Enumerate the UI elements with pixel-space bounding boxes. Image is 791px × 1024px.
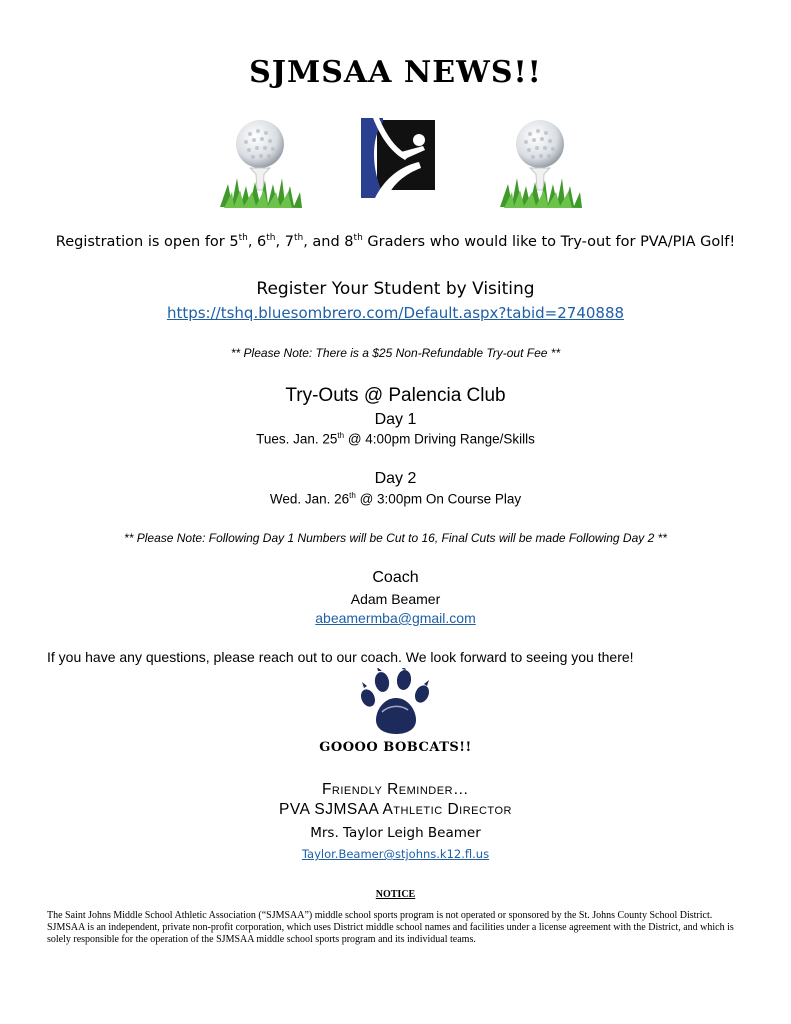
notice-body: The Saint Johns Middle School Athletic Association (“SJMSAA”) middle school sports program is not operated or sponsored by the St. Johns County School District. SJMSAA is an independent, private non-profit corporation, which uses District middle school names and facilities under a license agreement with the District, and which is solely responsible for the operation of the SJMSAA middle school sports program and its individual teams. [47, 910, 734, 946]
day2-label: Day 2 [374, 470, 417, 487]
golf-ball-on-tee-icon [210, 112, 310, 212]
coach-heading: Coach [372, 569, 419, 586]
athletic-director-email-container [0, 847, 791, 861]
athletic-director-email-link[interactable]: Taylor.Beamer@stjohns.k12.fl.us [301, 847, 490, 861]
goooo-bobcats-text: GOOOO BOBCATS!! [319, 740, 472, 755]
reminder-line1: Friendly Reminder… [321, 781, 470, 798]
registration-url-container [0, 304, 791, 322]
registration-link[interactable]: https://tshq.bluesombrero.com/Default.aspx?tabid=2740888 [166, 304, 625, 322]
fee-note: ** Please Note: There is a $25 Non-Refundable Try-out Fee ** [230, 346, 561, 360]
coach-email-container [0, 610, 791, 626]
page-title: SJMSAA NEWS!! [249, 55, 542, 90]
reminder-line2: PVA SJMSAA Athletic Director [279, 801, 512, 818]
day1-detail: Tues. Jan. 25th @ 4:00pm Driving Range/Skills [256, 431, 535, 447]
golf-ball-on-tee-icon [490, 112, 590, 212]
day2-detail: Wed. Jan. 26th @ 3:00pm On Course Play [269, 491, 522, 507]
coach-name: Adam Beamer [350, 591, 441, 607]
notice-heading: NOTICE [375, 889, 416, 900]
cut-note: ** Please Note: Following Day 1 Numbers will be Cut to 16, Final Cuts will be made Following Day 2 ** [124, 531, 667, 545]
tryouts-heading: Try-Outs @ Palencia Club [285, 385, 506, 406]
register-heading: Register Your Student by Visiting [256, 279, 535, 299]
coach-email-link[interactable]: abeamermba@gmail.com [315, 610, 476, 626]
athletic-director-name: Mrs. Taylor Leigh Beamer [310, 825, 481, 841]
day1-label: Day 1 [374, 411, 417, 428]
bobcat-paw-icon [360, 668, 432, 736]
athlete-logo-icon [361, 118, 437, 198]
registration-text: Registration is open for 5th, 6th, 7th, and 8th Graders who would like to Try-out for PVA/PIA Golf! [55, 233, 736, 250]
questions-text: If you have any questions, please reach out to our coach. We look forward to seeing you there! [47, 649, 634, 665]
